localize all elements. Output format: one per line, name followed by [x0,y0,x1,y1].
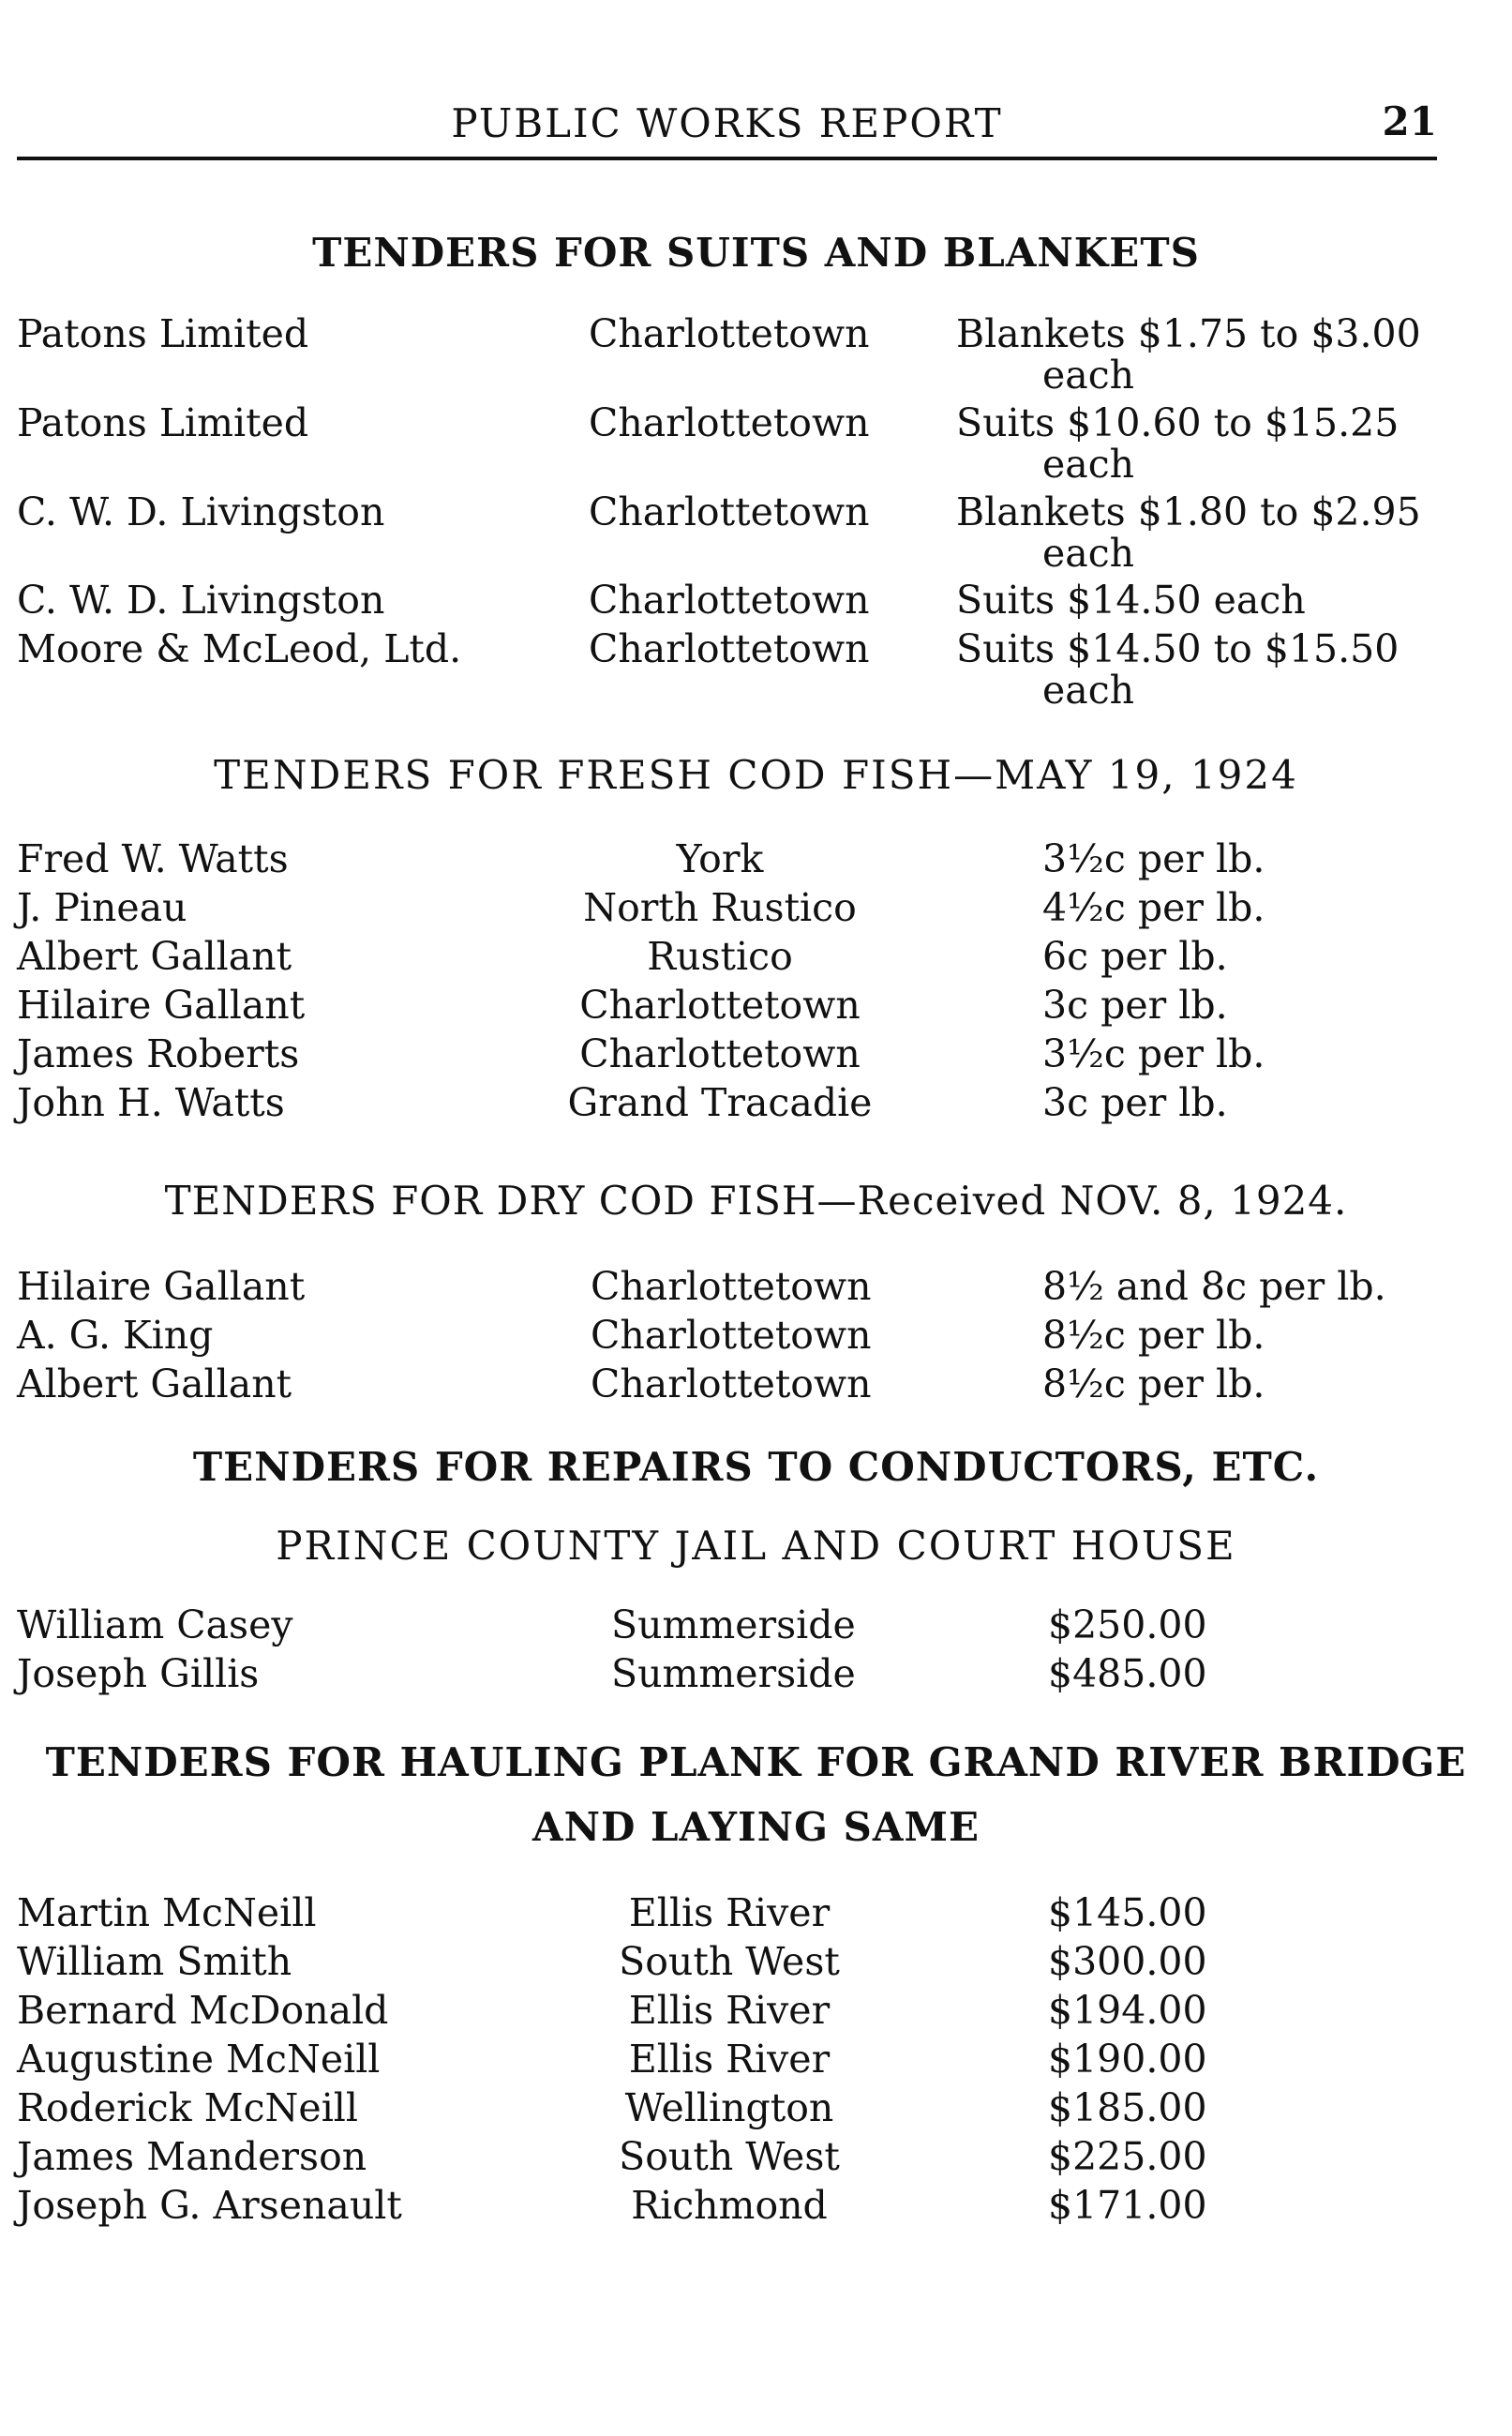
tender-price-continuation: each [1042,668,1135,713]
tender-place: Ellis River [628,1988,831,2033]
tender-price: 3c per lb. [1042,1080,1228,1125]
tenderer-name: Martin McNeill [17,1890,317,1935]
tender-place: Summerside [611,1602,856,1647]
page-number: 21 [1382,98,1437,144]
table-row [0,835,1512,883]
tender-price: 8½c per lb. [1042,1313,1265,1358]
tender-price: Suits $14.50 to $15.50 [956,626,1400,671]
section-subtitle-jail-court-house: PRINCE COUNTY JAIL AND COURT HOUSE [276,1523,1236,1569]
tender-place: Charlottetown [589,578,870,623]
tenderer-name: C. W. D. Livingston [17,489,385,534]
section-title-suits-blankets: TENDERS FOR SUITS AND BLANKETS [312,230,1200,276]
table-row [0,2181,1512,2230]
tender-price: $250.00 [1048,1602,1207,1647]
tenderer-name: Patons Limited [17,400,309,445]
tenderer-name: J. Pineau [17,885,187,930]
tender-price: $485.00 [1048,1651,1207,1696]
tenderer-name: C. W. D. Livingston [17,578,385,623]
tenderer-name: John H. Watts [17,1080,285,1125]
table-row [0,1986,1512,2035]
tender-price: $145.00 [1048,1890,1207,1935]
tenderer-name: Fred W. Watts [17,836,289,881]
tender-place: South West [619,1939,840,1984]
tender-price: 3½c per lb. [1042,1031,1265,1076]
tender-price: Blankets $1.80 to $2.95 [956,489,1421,534]
tender-price-continuation: each [1042,442,1135,487]
tenderer-name: A. G. King [17,1313,214,1358]
tender-price: $190.00 [1048,2037,1207,2082]
tender-place: North Rustico [583,885,857,930]
tenderer-name: Moore & McLeod, Ltd. [17,626,462,671]
tender-place: Ellis River [628,2037,831,2082]
tenderer-name: Joseph Gillis [17,1651,260,1696]
tender-place: Richmond [631,2183,828,2228]
tender-place: South West [619,2134,840,2179]
tender-place: Charlottetown [589,626,870,671]
tender-price: 3½c per lb. [1042,836,1265,881]
table-row-continuation [0,529,1512,578]
section-title-hauling-plank: TENDERS FOR HAULING PLANK FOR GRAND RIVER BRIDGE [45,1739,1467,1785]
tender-place: Charlottetown [589,489,870,534]
tender-place: Charlottetown [579,1031,861,1076]
table-row [0,1311,1512,1360]
tenderer-name: Patons Limited [17,311,309,356]
tenderer-name: Hilaire Gallant [17,983,306,1028]
tender-price: $225.00 [1048,2134,1207,2179]
table-row-continuation [0,666,1512,714]
section-title-fresh-cod: TENDERS FOR FRESH COD FISH—MAY 19, 1924 [214,752,1298,798]
table-row [0,1360,1512,1408]
tender-price: Suits $10.60 to $15.25 [956,400,1400,445]
table-row-continuation [0,351,1512,399]
tender-price: Blankets $1.75 to $3.00 [956,311,1421,356]
table-row [0,2035,1512,2083]
tender-place: Wellington [624,2085,834,2130]
table-row [0,1078,1512,1127]
tender-price: 8½ and 8c per lb. [1042,1264,1386,1309]
tender-price-continuation: each [1042,531,1135,576]
section-title-dry-cod: TENDERS FOR DRY COD FISH—Received NOV. 8, 1924. [164,1178,1348,1224]
section-title-repairs: TENDERS FOR REPAIRS TO CONDUCTORS, ETC. [192,1444,1320,1490]
table-row [0,932,1512,981]
tender-price: 8½c per lb. [1042,1361,1265,1406]
table-row [0,981,1512,1030]
tender-place: York [676,836,764,881]
tenderer-name: Albert Gallant [17,934,292,979]
table-row [0,2132,1512,2181]
tender-price: $171.00 [1048,2183,1207,2228]
tender-place: Ellis River [628,1890,831,1935]
section-title-hauling-plank-line2: AND LAYING SAME [532,1804,980,1850]
tenderer-name: Augustine McNeill [17,2037,381,2082]
table-row-continuation [0,440,1512,489]
table-row [0,1262,1512,1311]
tender-place: Charlottetown [591,1313,872,1358]
table-row [0,1937,1512,1986]
tender-place: Charlottetown [589,311,870,356]
page-header [17,98,1437,160]
tenderer-name: Hilaire Gallant [17,1264,306,1309]
tender-price: Suits $14.50 each [956,578,1306,623]
tender-place: Rustico [647,934,793,979]
tenderer-name: Joseph G. Arsenault [17,2183,402,2228]
tender-price: 4½c per lb. [1042,885,1265,930]
table-row [0,1030,1512,1078]
table-row [0,2083,1512,2132]
tenderer-name: James Roberts [17,1031,300,1076]
tenderer-name: William Casey [17,1602,293,1647]
tender-price: 3c per lb. [1042,983,1228,1028]
tenderer-name: William Smith [17,1939,292,1984]
tenderer-name: Albert Gallant [17,1361,292,1406]
tender-price: 6c per lb. [1042,934,1228,979]
tenderer-name: James Manderson [17,2134,367,2179]
tender-price-place: Summerside [611,1651,856,1696]
tender-place: Charlottetown [579,983,861,1028]
table-row [0,883,1512,932]
tender-price: $185.00 [1048,2085,1207,2130]
table-row [0,576,1512,624]
tenderer-name: Bernard McDonald [17,1988,389,2033]
table-row [0,1601,1512,1649]
table-row [0,1649,1512,1698]
tender-place: Charlottetown [589,400,870,445]
tender-price-continuation: each [1042,353,1135,398]
tender-price: $194.00 [1048,1988,1207,2033]
tenderer-name: Roderick McNeill [17,2085,359,2130]
tender-place: Charlottetown [591,1264,872,1309]
running-title: PUBLIC WORKS REPORT [451,100,1003,146]
tender-place: Grand Tracadie [567,1080,873,1125]
table-row [0,1888,1512,1937]
tender-price: $300.00 [1048,1939,1207,1984]
tender-place: Charlottetown [591,1361,872,1406]
